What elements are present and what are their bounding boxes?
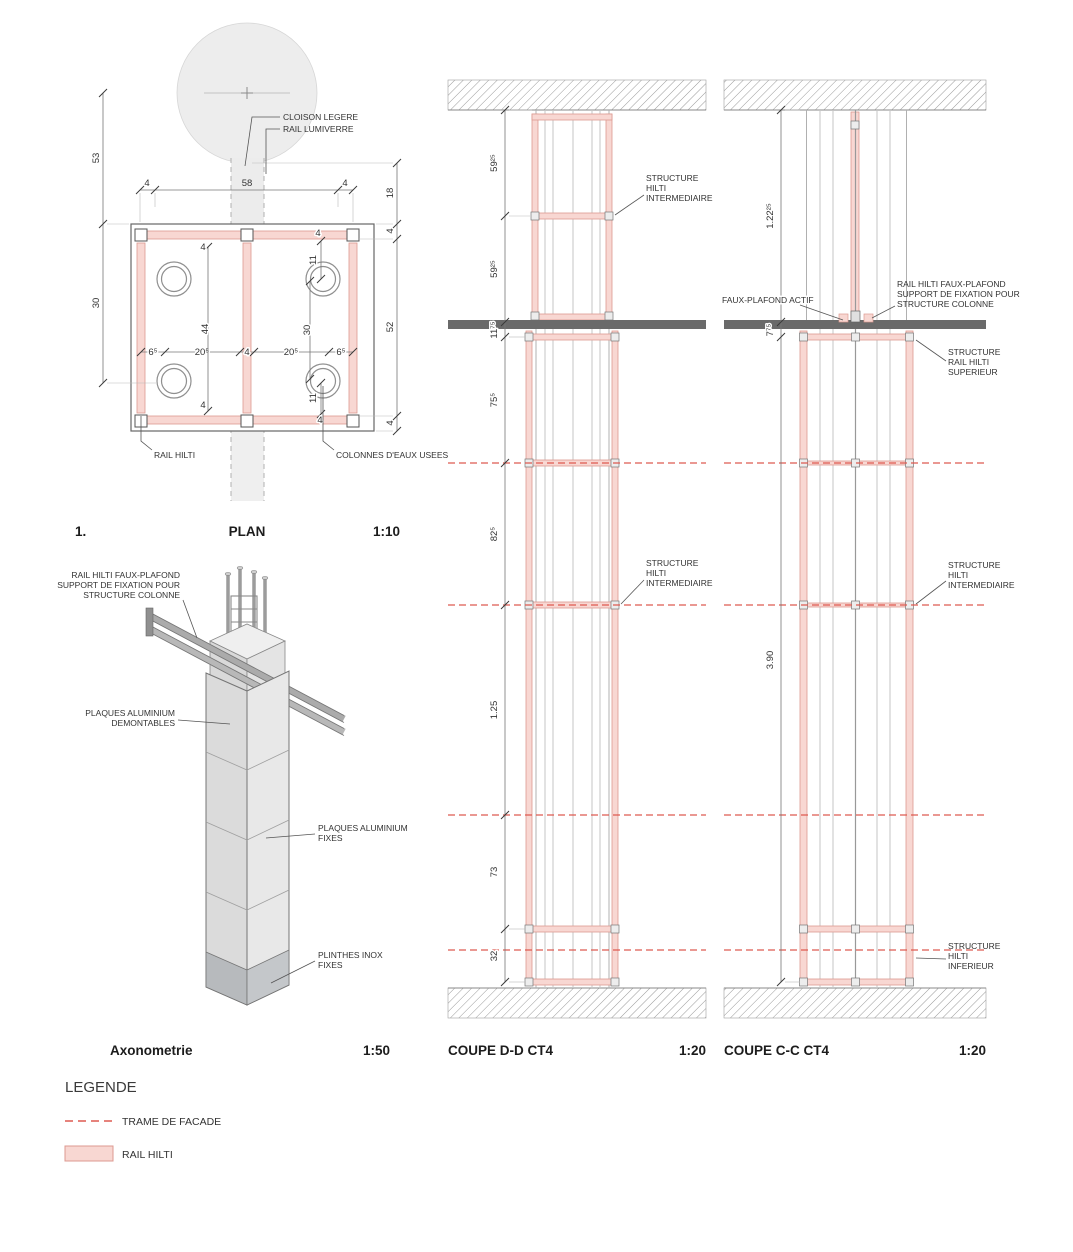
- callout-plaques-demontables-2: DEMONTABLES: [111, 718, 175, 728]
- dim-inner-4-topleft: 4: [200, 242, 206, 253]
- cc-callout-faux-plafond: FAUX-PLAFOND ACTIF: [722, 295, 814, 305]
- dd-dim-755: 75⁵: [489, 392, 500, 408]
- dd-dim-825: 82⁵: [489, 526, 500, 542]
- dd-titlebar: [448, 1043, 706, 1058]
- dd-lower-frame: [525, 331, 619, 986]
- cc-callout-rail-support-1: RAIL HILTI FAUX-PLAFOND: [897, 279, 1006, 289]
- dd-trame-lines: [448, 463, 706, 950]
- axonometric-view: [57, 567, 408, 1058]
- callout-rail-support-1: RAIL HILTI FAUX-PLAFOND: [71, 570, 180, 580]
- cc-callout-rail-support-3: STRUCTURE COLONNE: [897, 299, 994, 309]
- dim-inner-4-bottomright: 4: [317, 415, 323, 426]
- cc-callouts: [722, 279, 1020, 971]
- plan-view: [75, 23, 448, 539]
- dd-callout-intermediaire-haut-1: STRUCTURE: [646, 173, 699, 183]
- dim-right-4b: 4: [385, 420, 396, 426]
- dim-inner-4-topright: 4: [315, 228, 321, 239]
- callout-plaques-fixes-1: PLAQUES ALUMINIUM: [318, 823, 408, 833]
- dim-top-58: 58: [241, 178, 253, 189]
- axo-title: Axonometrie: [110, 1043, 193, 1058]
- dim-right-52: 52: [385, 321, 396, 333]
- dim-left-53: 53: [91, 152, 102, 164]
- cc-callout-superieur-2: RAIL HILTI: [948, 357, 990, 367]
- dd-vertical-rails: [536, 110, 609, 988]
- cc-callout-inferieur-1: STRUCTURE: [948, 941, 1001, 951]
- section-dd: [448, 80, 713, 1058]
- legend-title: LEGENDE: [65, 1079, 137, 1096]
- cc-dim-775: 7⁷⁵: [765, 323, 776, 337]
- plan-scale: 1:10: [372, 524, 400, 539]
- callout-rail-hilti: RAIL HILTI: [154, 450, 196, 460]
- dd-title: COUPE D-D CT4: [448, 1043, 554, 1058]
- callout-rail-lumiverre: RAIL LUMIVERRE: [283, 124, 354, 134]
- dd-ceiling-hatch: [448, 80, 706, 110]
- plan-title: PLAN: [228, 524, 266, 539]
- dim-top-4a: 4: [144, 178, 150, 189]
- cc-rail-support-detail: [839, 311, 873, 322]
- plan-drawing: [131, 23, 374, 501]
- cc-dim-390: 3.90: [765, 650, 776, 670]
- callout-plaques-demontables-1: PLAQUES ALUMINIUM: [85, 708, 175, 718]
- dim-mid-4: 4: [244, 347, 250, 358]
- dd-floor-hatch: [448, 988, 706, 1018]
- dd-frame-nodes: [525, 333, 619, 986]
- dim-right-18: 18: [385, 187, 396, 199]
- dd-dim-5925a: 59²⁵: [489, 154, 500, 172]
- callout-plinthes-1: PLINTHES INOX: [318, 950, 383, 960]
- cc-callout-inferieur-2: HILTI: [948, 951, 969, 961]
- section-cc: [722, 80, 1020, 1058]
- dim-mid-205a: 20⁵: [194, 347, 210, 358]
- dd-callout-intermediaire-haut-2: HILTI: [646, 183, 667, 193]
- cc-ceiling-hatch: [724, 80, 986, 110]
- dd-dim-32: 32: [489, 950, 500, 962]
- dim-mid-65b: 6⁵: [336, 347, 346, 358]
- cc-callout-intermediaire-1: STRUCTURE: [948, 560, 1001, 570]
- column-body: [206, 671, 289, 1005]
- callout-plinthes-2: FIXES: [318, 960, 343, 970]
- dd-callout-intermediaire-mid-2: HILTI: [646, 568, 667, 578]
- dim-mid-65a: 6⁵: [148, 347, 158, 358]
- dd-callouts: [615, 173, 713, 604]
- cc-frame-nodes: [800, 333, 914, 986]
- cc-callout-superieur-1: STRUCTURE: [948, 347, 1001, 357]
- axo-scale: 1:50: [362, 1043, 390, 1058]
- dim-right-4a: 4: [385, 228, 396, 234]
- cc-dimension-chain: [765, 106, 800, 986]
- dd-callout-intermediaire-haut-3: INTERMEDIAIRE: [646, 193, 713, 203]
- dim-inner-44: 44: [200, 323, 211, 335]
- cc-scale: 1:20: [958, 1043, 986, 1058]
- dim-inner-11-bottom: 11: [308, 393, 319, 403]
- legend-rail-swatch: [65, 1146, 113, 1161]
- rod-caps: [225, 567, 268, 580]
- callout-colonnes-eaux: COLONNES D'EAUX USEES: [336, 450, 449, 460]
- legend-trame-label: TRAME DE FACADE: [122, 1116, 222, 1128]
- cc-title: COUPE C-C CT4: [724, 1043, 830, 1058]
- dd-callout-intermediaire-mid-1: STRUCTURE: [646, 558, 699, 568]
- cc-callout-inferieur-3: INFERIEUR: [948, 961, 994, 971]
- legend: [65, 1079, 221, 1161]
- cc-floor-hatch: [724, 988, 986, 1018]
- callout-rail-support-2: SUPPORT DE FIXATION POUR: [57, 580, 180, 590]
- dd-callout-intermediaire-mid-3: INTERMEDIAIRE: [646, 578, 713, 588]
- dd-dim-125: 1.25: [489, 700, 500, 720]
- callout-cloison-legere: CLOISON LEGERE: [283, 112, 359, 122]
- dd-slab: [448, 320, 706, 329]
- dd-upper-frame: [531, 114, 613, 322]
- legend-rail-label: RAIL HILTI: [122, 1149, 173, 1161]
- cc-callout-superieur-3: SUPERIEUR: [948, 367, 998, 377]
- cc-callout-rail-support-2: SUPPORT DE FIXATION POUR: [897, 289, 1020, 299]
- dim-top-4b: 4: [342, 178, 348, 189]
- dim-inner-11-top: 11: [308, 255, 319, 265]
- dd-scale: 1:20: [678, 1043, 706, 1058]
- callout-plaques-fixes-2: FIXES: [318, 833, 343, 843]
- dim-mid-205b: 20⁵: [283, 347, 299, 358]
- dd-dim-73: 73: [489, 866, 500, 878]
- cc-callout-intermediaire-2: HILTI: [948, 570, 969, 580]
- column-plan-outline: [131, 224, 374, 431]
- cc-vertical-rails: [807, 110, 907, 988]
- cc-callout-intermediaire-3: INTERMEDIAIRE: [948, 580, 1015, 590]
- cc-dim-12225: 1.22²⁵: [765, 203, 776, 229]
- cc-titlebar: [724, 1043, 986, 1058]
- plan-titlebar: [75, 524, 400, 539]
- dd-dimension-chain: [489, 106, 532, 986]
- callout-rail-support-3: STRUCTURE COLONNE: [83, 590, 180, 600]
- dim-inner-30: 30: [302, 324, 313, 336]
- plan-index: 1.: [75, 524, 87, 539]
- dd-dim-1175: 11⁷⁵: [489, 321, 500, 339]
- dd-dim-5925b: 59²⁵: [489, 260, 500, 278]
- dim-inner-4-bottomleft: 4: [200, 400, 206, 411]
- dim-left-30: 30: [91, 297, 102, 309]
- cc-lower-rails: [800, 331, 914, 986]
- axo-titlebar: [110, 1043, 390, 1058]
